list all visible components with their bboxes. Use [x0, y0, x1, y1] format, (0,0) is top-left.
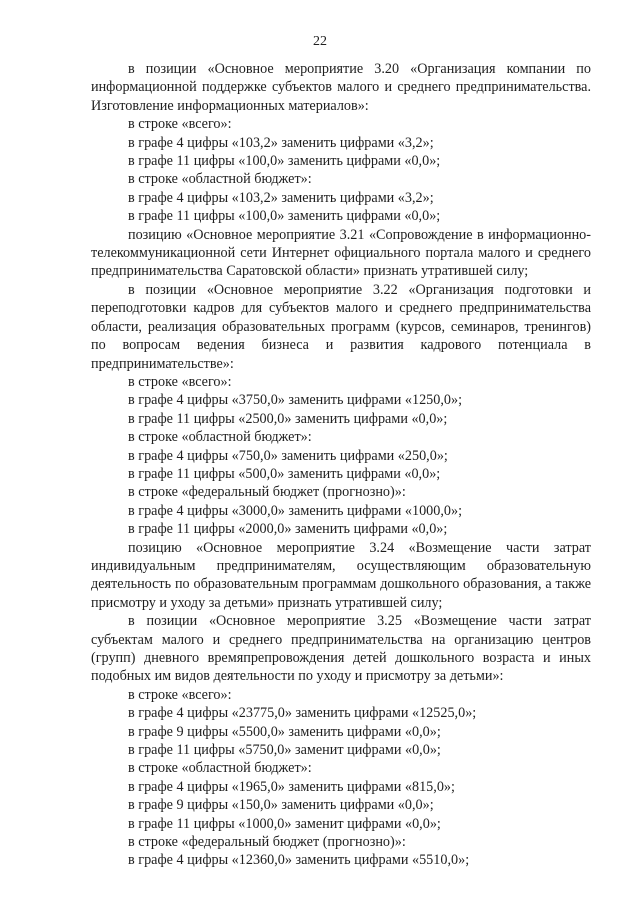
paragraph-position-3-21: позицию «Основное мероприятие 3.21 «Сопровождение в информационно-телекоммуникационной сети Интернет официального портала малого и среднего предпринимательства Саратовской области» признать утратившей силу; — [91, 226, 591, 280]
line-row-regional-budget: в строке «областной бюджет»: — [128, 760, 312, 777]
line-column-4: в графе 4 цифры «23775,0» заменить цифрами «12525,0»; — [128, 705, 477, 722]
line-row-regional-budget: в строке «областной бюджет»: — [128, 429, 312, 446]
line-column-4: в графе 4 цифры «750,0» заменить цифрами «250,0»; — [128, 447, 448, 464]
line-column-4: в графе 4 цифры «12360,0» заменить цифрами «5510,0»; — [128, 852, 470, 869]
line-column-11: в графе 11 цифры «2500,0» заменить цифрами «0,0»; — [128, 410, 448, 427]
line-column-4: в графе 4 цифры «103,2» заменить цифрами «3,2»; — [128, 189, 434, 206]
line-column-4: в графе 4 цифры «3000,0» заменить цифрами «1000,0»; — [128, 502, 463, 519]
line-column-4: в графе 4 цифры «1965,0» заменить цифрами «815,0»; — [128, 778, 455, 795]
paragraph-position-3-25: в позиции «Основное мероприятие 3.25 «Возмещение части затрат субъектам малого и среднего предпринимательства на организацию центров (групп) дневного времяпрепровождения детей дошкольного возраста и иных подобных им видов деятельности по уходу и присмотру за детьми»: — [91, 613, 591, 685]
line-row-total: в строке «всего»: — [128, 116, 232, 133]
line-column-11: в графе 11 цифры «100,0» заменить цифрами «0,0»; — [128, 208, 441, 225]
document-body — [91, 60, 591, 870]
line-row-total: в строке «всего»: — [128, 686, 232, 703]
line-column-9: в графе 9 цифры «5500,0» заменить цифрами «0,0»; — [128, 723, 441, 740]
paragraph-position-3-22: в позиции «Основное мероприятие 3.22 «Организация подготовки и переподготовки кадров для субъектов малого и среднего предпринимательства области, реализация образовательных программ (курсов, семинаров, тренингов) по вопросам ведения бизнеса и развития кадрового потенциала в предпринимательстве»: — [91, 281, 591, 372]
line-row-federal-budget: в строке «федеральный бюджет (прогнозно)»: — [128, 484, 406, 501]
line-column-11: в графе 11 цифры «500,0» заменить цифрами «0,0»; — [128, 465, 441, 482]
paragraph-position-3-20: в позиции «Основное мероприятие 3.20 «Организация компании по информационной поддержке субъектов малого и среднего предпринимательства. Изготовление информационных материалов»: — [91, 61, 591, 114]
line-column-11: в графе 11 цифры «100,0» заменить цифрами «0,0»; — [128, 153, 441, 170]
line-column-11: в графе 11 цифры «5750,0» заменит цифрами «0,0»; — [128, 742, 441, 759]
line-row-federal-budget: в строке «федеральный бюджет (прогнозно)»: — [128, 834, 406, 851]
page-number: 22 — [313, 34, 327, 49]
line-column-11: в графе 11 цифры «1000,0» заменит цифрами «0,0»; — [128, 815, 441, 832]
line-row-total: в строке «всего»: — [128, 373, 232, 390]
line-column-4: в графе 4 цифры «103,2» заменить цифрами «3,2»; — [128, 134, 434, 151]
line-column-11: в графе 11 цифры «2000,0» заменить цифрами «0,0»; — [128, 521, 448, 538]
paragraph-position-3-24: позицию «Основное мероприятие 3.24 «Возмещение части затрат индивидуальным предпринимателям, осуществляющим образовательную деятельность по образовательным программам дошкольного образования, а также присмотру и уходу за детьми» признать утратившей силу; — [91, 539, 591, 611]
line-column-4: в графе 4 цифры «3750,0» заменить цифрами «1250,0»; — [128, 392, 463, 409]
line-column-9: в графе 9 цифры «150,0» заменить цифрами «0,0»; — [128, 797, 434, 814]
line-row-regional-budget: в строке «областной бюджет»: — [128, 171, 312, 188]
